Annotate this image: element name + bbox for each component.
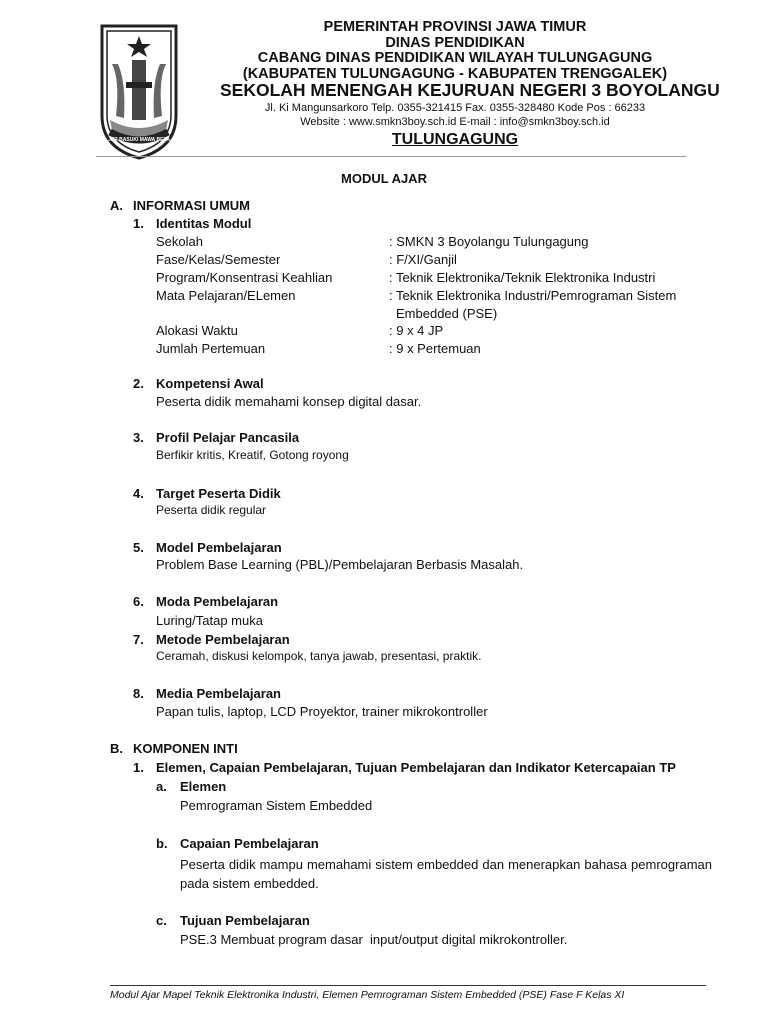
section-b-sub-num: 1. bbox=[133, 760, 144, 775]
item-text: Peserta didik memahami konsep digital dasar. bbox=[156, 394, 422, 409]
section-a-title: INFORMASI UMUM bbox=[133, 198, 250, 213]
identitas-num: 1. bbox=[133, 216, 144, 231]
item-title: Model Pembelajaran bbox=[156, 540, 282, 555]
school-name: SEKOLAH MENENGAH KEJURUAN NEGERI 3 BOYOLANGU bbox=[220, 80, 720, 100]
identitas-key: Mata Pelajaran/ELemen bbox=[156, 288, 296, 303]
identitas-value: : Teknik Elektronika/Teknik Elektronika Industri bbox=[389, 270, 656, 285]
part-text: Pemrograman Sistem Embedded bbox=[180, 798, 373, 813]
gov-line: PEMERINTAH PROVINSI JAWA TIMUR bbox=[323, 19, 587, 35]
page-title: MODUL AJAR bbox=[341, 171, 427, 186]
identitas-value-cont: Embedded (PSE) bbox=[396, 306, 498, 321]
section-b-label: B. bbox=[110, 741, 123, 756]
item-num: 8. bbox=[133, 686, 144, 701]
footer-divider bbox=[110, 985, 706, 986]
identitas-key: Alokasi Waktu bbox=[156, 323, 238, 338]
identitas-key: Jumlah Pertemuan bbox=[156, 341, 266, 356]
item-title: Metode Pembelajaran bbox=[156, 632, 290, 647]
emblem-motto: JER BASUKI MAWA BEYA bbox=[108, 137, 170, 143]
section-a-label: A. bbox=[110, 198, 123, 213]
part-title: Tujuan Pembelajaran bbox=[180, 913, 310, 928]
part-title: Capaian Pembelajaran bbox=[180, 836, 319, 851]
address-line: Jl. Ki Mangunsarkoro Telp. 0355-321415 Fax. 0355-328480 Kode Pos : 66233 bbox=[264, 101, 646, 114]
item-title: Moda Pembelajaran bbox=[156, 594, 279, 609]
identitas-key: Sekolah bbox=[156, 234, 203, 249]
regency-line: (KABUPATEN TULUNGAGUNG - KABUPATEN TRENGGALEK) bbox=[242, 65, 668, 82]
item-num: 2. bbox=[133, 376, 144, 391]
part-text: Peserta didik mampu memahami sistem embedded dan menerapkan bahasa pemrograman pada sistem embedded. bbox=[180, 857, 712, 891]
city-line: TULUNGAGUNG bbox=[391, 130, 519, 148]
branch-line: CABANG DINAS PENDIDIKAN WILAYAH TULUNGAGUNG bbox=[257, 50, 653, 66]
item-title: Media Pembelajaran bbox=[156, 686, 281, 701]
header-divider bbox=[96, 156, 686, 157]
part-letter: c. bbox=[156, 913, 167, 928]
item-text: Papan tulis, laptop, LCD Proyektor, trainer mikrokontroller bbox=[156, 704, 488, 719]
identitas-value: : 9 x Pertemuan bbox=[389, 341, 481, 356]
letterhead-text bbox=[220, 18, 720, 148]
identitas-title: Identitas Modul bbox=[156, 216, 252, 231]
item-num: 7. bbox=[133, 632, 144, 647]
part-text: PSE.3 Membuat program dasar input/output digital mikrokontroller. bbox=[180, 932, 568, 947]
item-text: Ceramah, diskusi kelompok, tanya jawab, presentasi, praktik. bbox=[156, 649, 482, 663]
identitas-value: : F/XI/Ganjil bbox=[389, 252, 457, 267]
part-letter: b. bbox=[156, 836, 168, 851]
identitas-key: Fase/Kelas/Semester bbox=[156, 252, 281, 267]
item-text: Berfikir kritis, Kreatif, Gotong royong bbox=[156, 448, 349, 462]
contact-line: Website : www.smkn3boy.sch.id E-mail : info@smkn3boy.sch.id bbox=[300, 115, 610, 128]
part-letter: a. bbox=[156, 779, 167, 794]
dept-line: DINAS PENDIDIKAN bbox=[385, 34, 525, 51]
item-num: 4. bbox=[133, 486, 144, 501]
identitas-value: : 9 x 4 JP bbox=[389, 323, 444, 338]
item-num: 6. bbox=[133, 594, 144, 609]
identitas-value: : Teknik Elektronika Industri/Pemrograman Sistem bbox=[389, 288, 677, 303]
identitas-key: Program/Konsentrasi Keahlian bbox=[156, 270, 333, 285]
section-b-title: KOMPONEN INTI bbox=[133, 741, 238, 756]
item-title: Profil Pelajar Pancasila bbox=[156, 430, 300, 445]
item-num: 5. bbox=[133, 540, 144, 555]
item-num: 3. bbox=[133, 430, 144, 445]
part-title: Elemen bbox=[180, 779, 227, 794]
item-text: Peserta didik regular bbox=[156, 503, 267, 517]
item-title: Target Peserta Didik bbox=[156, 486, 281, 501]
item-title: Kompetensi Awal bbox=[156, 376, 264, 391]
identitas-value: : SMKN 3 Boyolangu Tulungagung bbox=[389, 234, 589, 249]
item-text: Luring/Tatap muka bbox=[156, 613, 263, 628]
section-b-sub-title: Elemen, Capaian Pembelajaran, Tujuan Pembelajaran dan Indikator Ketercapaian TP bbox=[156, 760, 676, 775]
footer-text: Modul Ajar Mapel Teknik Elektronika Industri, Elemen Pemrograman Sistem Embedded (PSE) Fase F Kelas XI bbox=[110, 989, 625, 1001]
item-text: Problem Base Learning (PBL)/Pembelajaran Berbasis Masalah. bbox=[156, 557, 524, 572]
letterhead bbox=[92, 14, 720, 160]
east-java-emblem-icon bbox=[96, 20, 182, 160]
